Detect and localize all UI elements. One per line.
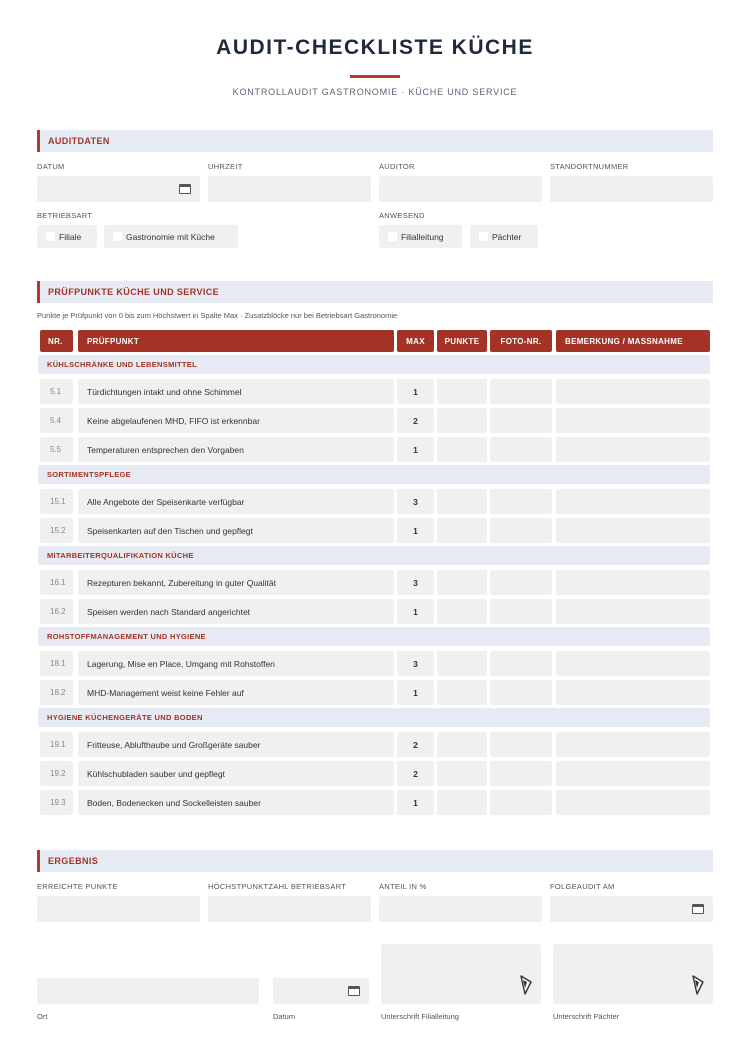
signature-field-paechter[interactable] xyxy=(553,944,713,1004)
checkbox-gastronomie[interactable] xyxy=(104,225,238,248)
category-title: SORTIMENTSPFLEGE xyxy=(47,470,131,479)
bemerkung-input[interactable] xyxy=(556,518,710,543)
section-title-pruefpunkte: PRÜFPUNKTE KÜCHE UND SERVICE xyxy=(48,287,220,297)
column-header-max xyxy=(397,330,434,352)
hoechstpunktzahl-field[interactable] xyxy=(208,896,371,922)
punkte-input[interactable] xyxy=(437,651,487,676)
foto-nr-input[interactable] xyxy=(490,518,552,543)
row-number-cell xyxy=(40,680,73,705)
column-header-label: MAX xyxy=(406,337,425,346)
row-number-cell xyxy=(40,651,73,676)
checkpoint-text: Temperaturen entsprechen den Vorgaben xyxy=(87,445,244,455)
checkpoint-text-cell xyxy=(78,732,394,757)
ort-field[interactable] xyxy=(37,978,259,1004)
bemerkung-input[interactable] xyxy=(556,761,710,786)
row-number-cell xyxy=(40,379,73,404)
column-header-label: FOTO-NR. xyxy=(500,337,542,346)
checkpoint-text-cell xyxy=(78,790,394,815)
row-number-cell xyxy=(40,408,73,433)
row-number: 15.1 xyxy=(50,497,66,506)
row-number: 16.2 xyxy=(50,607,66,616)
checkpoint-text: MHD-Management weist keine Fehler auf xyxy=(87,688,244,698)
punkte-input[interactable] xyxy=(437,408,487,433)
punkte-input[interactable] xyxy=(437,599,487,624)
max-points-cell xyxy=(397,651,434,676)
bemerkung-input[interactable] xyxy=(556,379,710,404)
row-number: 5.1 xyxy=(50,387,62,396)
label-datum: DATUM xyxy=(37,162,65,171)
bemerkung-input[interactable] xyxy=(556,732,710,757)
label-anteil: ANTEIL IN % xyxy=(379,882,427,891)
max-points-cell xyxy=(397,790,434,815)
category-header xyxy=(38,465,710,484)
row-number: 15.2 xyxy=(50,526,66,535)
calendar-icon[interactable] xyxy=(179,184,191,194)
checkpoint-text: Kühlschubladen sauber und gepflegt xyxy=(87,769,225,779)
auditor-field[interactable] xyxy=(379,176,542,202)
checkpoint-text-cell xyxy=(78,408,394,433)
punkte-input[interactable] xyxy=(437,732,487,757)
punkte-input[interactable] xyxy=(437,790,487,815)
standortnummer-field[interactable] xyxy=(550,176,713,202)
checkbox-filialleitung[interactable] xyxy=(379,225,462,248)
max-points-cell xyxy=(397,489,434,514)
section-header-ergebnis xyxy=(37,850,713,872)
category-title: ROHSTOFFMANAGEMENT UND HYGIENE xyxy=(47,632,206,641)
label-betriebsart: BETRIEBSART xyxy=(37,211,93,220)
max-points-cell xyxy=(397,761,434,786)
row-number-cell xyxy=(40,518,73,543)
checkpoint-text: Fritteuse, Ablufthaube und Großgeräte sauber xyxy=(87,740,261,750)
checkbox-box[interactable] xyxy=(113,232,122,241)
bemerkung-input[interactable] xyxy=(556,651,710,676)
max-points: 1 xyxy=(413,526,418,536)
max-points: 1 xyxy=(413,688,418,698)
foto-nr-input[interactable] xyxy=(490,570,552,595)
column-header-pruefpunkt xyxy=(78,330,394,352)
bemerkung-input[interactable] xyxy=(556,790,710,815)
column-header-label: PRÜFPUNKT xyxy=(87,337,140,346)
foto-nr-input[interactable] xyxy=(490,489,552,514)
row-number: 19.2 xyxy=(50,769,66,778)
category-header xyxy=(38,627,710,646)
max-points-cell xyxy=(397,408,434,433)
row-number: 16.1 xyxy=(50,578,66,587)
max-points: 1 xyxy=(413,798,418,808)
punkte-input[interactable] xyxy=(437,489,487,514)
row-number-cell xyxy=(40,489,73,514)
max-points: 1 xyxy=(413,445,418,455)
row-number: 5.4 xyxy=(50,416,62,425)
column-header-punkte xyxy=(437,330,487,352)
punkte-input[interactable] xyxy=(437,761,487,786)
page-subtitle: KONTROLLAUDIT GASTRONOMIE · KÜCHE UND SERVICE xyxy=(232,87,518,97)
bemerkung-input[interactable] xyxy=(556,680,710,705)
checkpoint-text: Rezepturen bekannt, Zubereitung in guter Qualität xyxy=(87,578,277,588)
title-underline xyxy=(350,75,400,78)
max-points-cell xyxy=(397,437,434,462)
section-header-auditdaten xyxy=(37,130,713,152)
checkpoint-text: Speisenkarten auf den Tischen und gepflegt xyxy=(87,526,253,536)
bemerkung-input[interactable] xyxy=(556,599,710,624)
section-title-auditdaten: AUDITDATEN xyxy=(48,136,110,146)
calendar-icon[interactable] xyxy=(348,986,360,996)
checkpoint-text-cell xyxy=(78,489,394,514)
column-header-bemerkung xyxy=(556,330,710,352)
category-header xyxy=(38,708,710,727)
checkbox-filiale[interactable] xyxy=(37,225,97,248)
label-folgeaudit: FOLGEAUDIT AM xyxy=(550,882,615,891)
category-title: MITARBEITERQUALIFIKATION KÜCHE xyxy=(47,551,194,560)
checkbox-label: Filiale xyxy=(59,232,82,242)
column-header-label: BEMERKUNG / MASSNAHME xyxy=(565,337,683,346)
max-points-cell xyxy=(397,379,434,404)
foto-nr-input[interactable] xyxy=(490,379,552,404)
checkbox-box[interactable] xyxy=(388,232,397,241)
category-title: HYGIENE KÜCHENGERÄTE UND BODEN xyxy=(47,713,203,722)
category-title: KÜHLSCHRÄNKE UND LEBENSMITTEL xyxy=(47,360,197,369)
row-number-cell xyxy=(40,437,73,462)
max-points: 2 xyxy=(413,740,418,750)
checkbox-label: Gastronomie mit Küche xyxy=(126,232,215,242)
foto-nr-input[interactable] xyxy=(490,437,552,462)
max-points-cell xyxy=(397,732,434,757)
column-header-nr xyxy=(40,330,73,352)
folgeaudit-field[interactable] xyxy=(550,896,713,922)
label-hoechstpunktzahl: HÖCHSTPUNKTZAHL BETRIEBSART xyxy=(208,882,347,891)
punkte-input[interactable] xyxy=(437,379,487,404)
foto-nr-input[interactable] xyxy=(490,408,552,433)
checkbox-label: Filialleitung xyxy=(401,232,444,242)
checkpoint-text: Keine abgelaufenen MHD, FIFO ist erkennbar xyxy=(87,416,260,426)
max-points: 3 xyxy=(413,659,418,669)
checkpoint-text: Speisen werden nach Standard angerichtet xyxy=(87,607,251,617)
checkbox-label: Pächter xyxy=(492,232,522,242)
section-header-pruefpunkte xyxy=(37,281,713,303)
foto-nr-input[interactable] xyxy=(490,790,552,815)
bemerkung-input[interactable] xyxy=(556,489,710,514)
label-standortnummer: STANDORTNUMMER xyxy=(550,162,629,171)
label-auditor: AUDITOR xyxy=(379,162,415,171)
checkpoint-text-cell xyxy=(78,570,394,595)
calendar-icon[interactable] xyxy=(692,904,704,914)
label-signature-datum: Datum xyxy=(273,1012,296,1021)
foto-nr-input[interactable] xyxy=(490,651,552,676)
bemerkung-input[interactable] xyxy=(556,570,710,595)
category-header xyxy=(38,546,710,565)
row-number-cell xyxy=(40,599,73,624)
row-number-cell xyxy=(40,732,73,757)
scoring-note: Punkte je Prüfpunkt von 0 bis zum Höchstwert in Spalte Max · Zusatzblöcke nur bei Betriebsart Gastronomie xyxy=(37,311,398,320)
max-points: 3 xyxy=(413,497,418,507)
page-title: AUDIT-CHECKLISTE KÜCHE xyxy=(216,36,534,59)
checkpoint-text-cell xyxy=(78,651,394,676)
column-header-label: PUNKTE xyxy=(444,337,480,346)
foto-nr-input[interactable] xyxy=(490,761,552,786)
max-points: 1 xyxy=(413,607,418,617)
max-points: 2 xyxy=(413,769,418,779)
column-header-label: NR. xyxy=(48,337,63,346)
checkpoint-text-cell xyxy=(78,599,394,624)
max-points: 2 xyxy=(413,416,418,426)
label-unterschrift-filialleitung: Unterschrift Filialleitung xyxy=(381,1012,459,1021)
checkpoint-text: Türdichtungen intakt und ohne Schimmel xyxy=(87,387,242,397)
label-anwesend: ANWESEND xyxy=(379,211,425,220)
section-title-ergebnis: ERGEBNIS xyxy=(48,856,99,866)
punkte-input[interactable] xyxy=(437,680,487,705)
label-uhrzeit: UHRZEIT xyxy=(208,162,243,171)
checkpoint-text: Boden, Bodenecken und Sockelleisten sauber xyxy=(87,798,261,808)
checkpoint-text-cell xyxy=(78,437,394,462)
signature-datum-field[interactable] xyxy=(273,978,369,1004)
row-number-cell xyxy=(40,570,73,595)
checkpoint-text-cell xyxy=(78,379,394,404)
erreichte-punkte-field[interactable] xyxy=(37,896,200,922)
signature-pen-icon xyxy=(519,974,533,996)
label-erreichte-punkte: ERREICHTE PUNKTE xyxy=(37,882,118,891)
label-ort: Ort xyxy=(37,1012,48,1021)
signature-field-filialleitung[interactable] xyxy=(381,944,541,1004)
column-header-foto-nr xyxy=(490,330,552,352)
max-points: 3 xyxy=(413,578,418,588)
checkpoint-text: Lagerung, Mise en Place, Umgang mit Rohstoffen xyxy=(87,659,275,669)
bemerkung-input[interactable] xyxy=(556,408,710,433)
anteil-field[interactable] xyxy=(379,896,542,922)
max-points-cell xyxy=(397,570,434,595)
signature-pen-icon xyxy=(691,974,705,996)
punkte-input[interactable] xyxy=(437,570,487,595)
row-number: 18.2 xyxy=(50,688,66,697)
checkpoint-text: Alle Angebote der Speisenkarte verfügbar xyxy=(87,497,245,507)
punkte-input[interactable] xyxy=(437,518,487,543)
checkbox-paechter[interactable] xyxy=(470,225,538,248)
row-number: 18.1 xyxy=(50,659,66,668)
bemerkung-input[interactable] xyxy=(556,437,710,462)
uhrzeit-field[interactable] xyxy=(208,176,371,202)
row-number: 19.3 xyxy=(50,798,66,807)
checkpoint-text-cell xyxy=(78,518,394,543)
row-number-cell xyxy=(40,761,73,786)
max-points-cell xyxy=(397,518,434,543)
foto-nr-input[interactable] xyxy=(490,599,552,624)
checkpoint-text-cell xyxy=(78,761,394,786)
datum-field[interactable] xyxy=(37,176,200,202)
foto-nr-input[interactable] xyxy=(490,680,552,705)
checkbox-box[interactable] xyxy=(46,232,55,241)
checkpoint-text-cell xyxy=(78,680,394,705)
checkbox-box[interactable] xyxy=(479,232,488,241)
row-number: 5.5 xyxy=(50,445,62,454)
category-header xyxy=(38,355,710,374)
max-points-cell xyxy=(397,680,434,705)
max-points-cell xyxy=(397,599,434,624)
max-points: 1 xyxy=(413,387,418,397)
row-number: 19.1 xyxy=(50,740,66,749)
label-unterschrift-paechter: Unterschrift Pächter xyxy=(553,1012,620,1021)
row-number-cell xyxy=(40,790,73,815)
punkte-input[interactable] xyxy=(437,437,487,462)
foto-nr-input[interactable] xyxy=(490,732,552,757)
